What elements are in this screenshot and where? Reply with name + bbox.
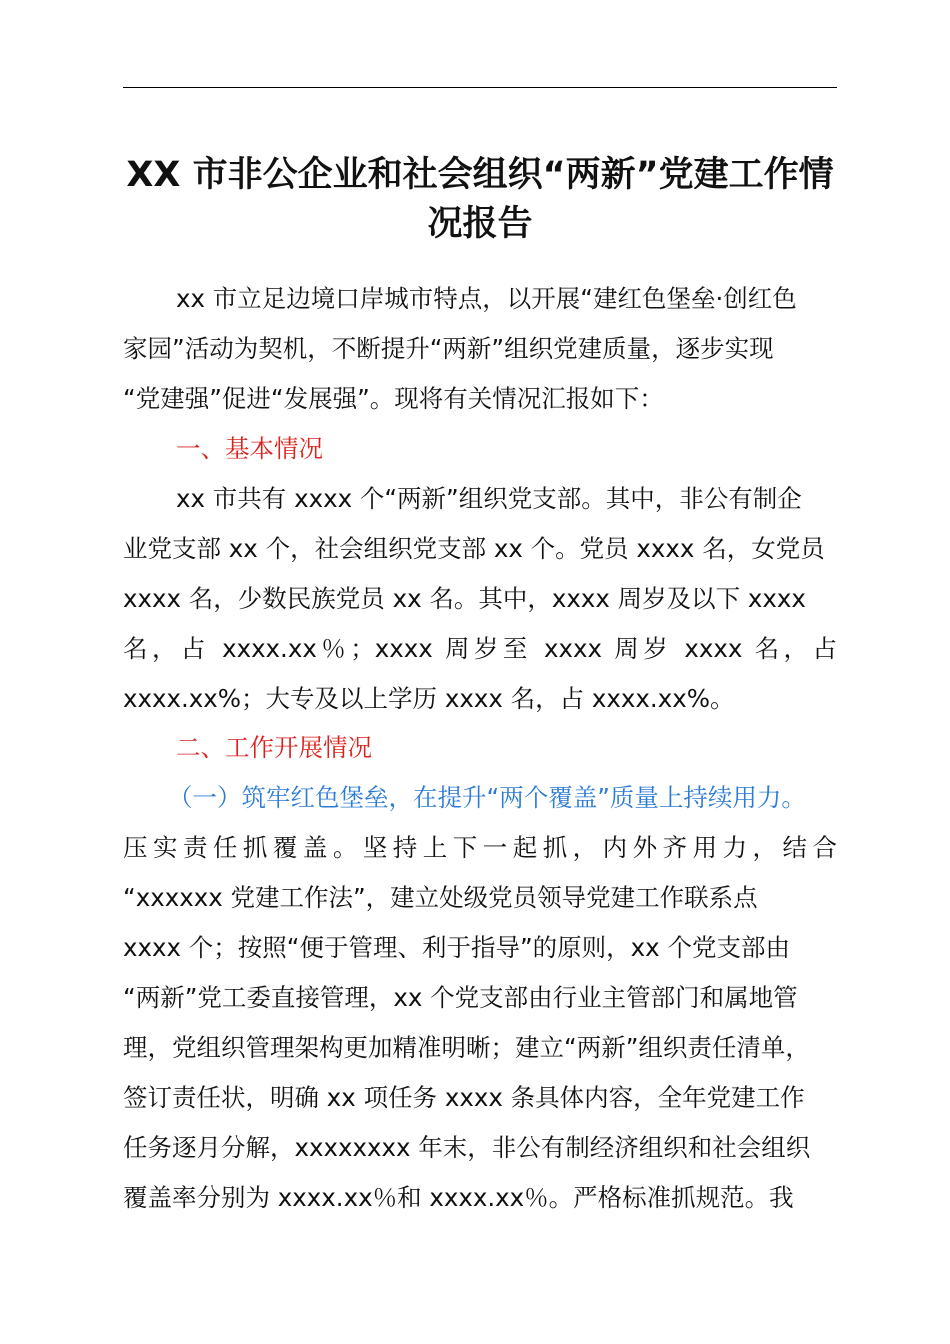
header-rule: [123, 87, 837, 88]
document-title-line-2: 况报告: [427, 204, 533, 244]
section-1-line-3: xxxx 名，少数民族党员 xx 名。其中，xxxx 周岁及以下 xxxx: [123, 584, 806, 613]
title-prefix: XX: [126, 155, 181, 195]
intro-line-2: 家园”活动为契机，不断提升“两新”组织党建质量，逐步实现: [123, 334, 774, 363]
document-title-line-1: [123, 155, 837, 195]
section-1-line-4: 名，占 xxxx.xx％；xxxx 周岁至 xxxx 周岁 xxxx 名，占: [123, 634, 837, 663]
section-1-line-5: xxxx.xx%；大专及以上学历 xxxx 名，占 xxxx.xx%。: [123, 684, 735, 713]
section-1-line-2: 业党支部 xx 个，社会组织党支部 xx 个。党员 xxxx 名，女党员: [123, 534, 825, 563]
section-2-line-7: 任务逐月分解，xxxxxxxx 年末，非公有制经济组织和社会组织: [123, 1133, 811, 1162]
section-1-heading: 一、基本情况: [176, 434, 323, 463]
section-2-subheading: （一）筑牢红色堡垒，在提升“两个覆盖”质量上持续用力。: [168, 783, 806, 812]
section-2-line-8: 覆盖率分别为 xxxx.xx％和 xxxx.xx％。严格标准抓规范。我: [123, 1183, 794, 1212]
section-1-line-1: xx 市共有 xxxx 个“两新”组织党支部。其中，非公有制企: [176, 484, 802, 513]
section-2-line-2: “xxxxxx 党建工作法”，建立处级党员领导党建工作联系点: [123, 883, 758, 912]
title-rest: 市非公企业和社会组织“两新”党建工作情: [180, 155, 834, 195]
section-2-line-5: 理，党组织管理架构更加精准明晰；建立“两新”组织责任清单，: [123, 1033, 810, 1062]
section-2-line-1: 压实责任抓覆盖。坚持上下一起抓，内外齐用力，结合: [123, 833, 837, 862]
section-2-line-4: “两新”党工委直接管理，xx 个党支部由行业主管部门和属地管: [123, 983, 798, 1012]
section-2-heading: 二、工作开展情况: [176, 733, 372, 762]
intro-line-1: xx 市立足边境口岸城市特点，以开展“建红色堡垒·创红色: [176, 284, 797, 313]
section-2-line-3: xxxx 个；按照“便于管理、利于指导”的原则，xx 个党支部由: [123, 933, 790, 962]
section-2-line-6: 签订责任状，明确 xx 项任务 xxxx 条具体内容，全年党建工作: [123, 1083, 805, 1112]
intro-line-3: “党建强”促进“发展强”。现将有关情况汇报如下：: [123, 384, 664, 413]
